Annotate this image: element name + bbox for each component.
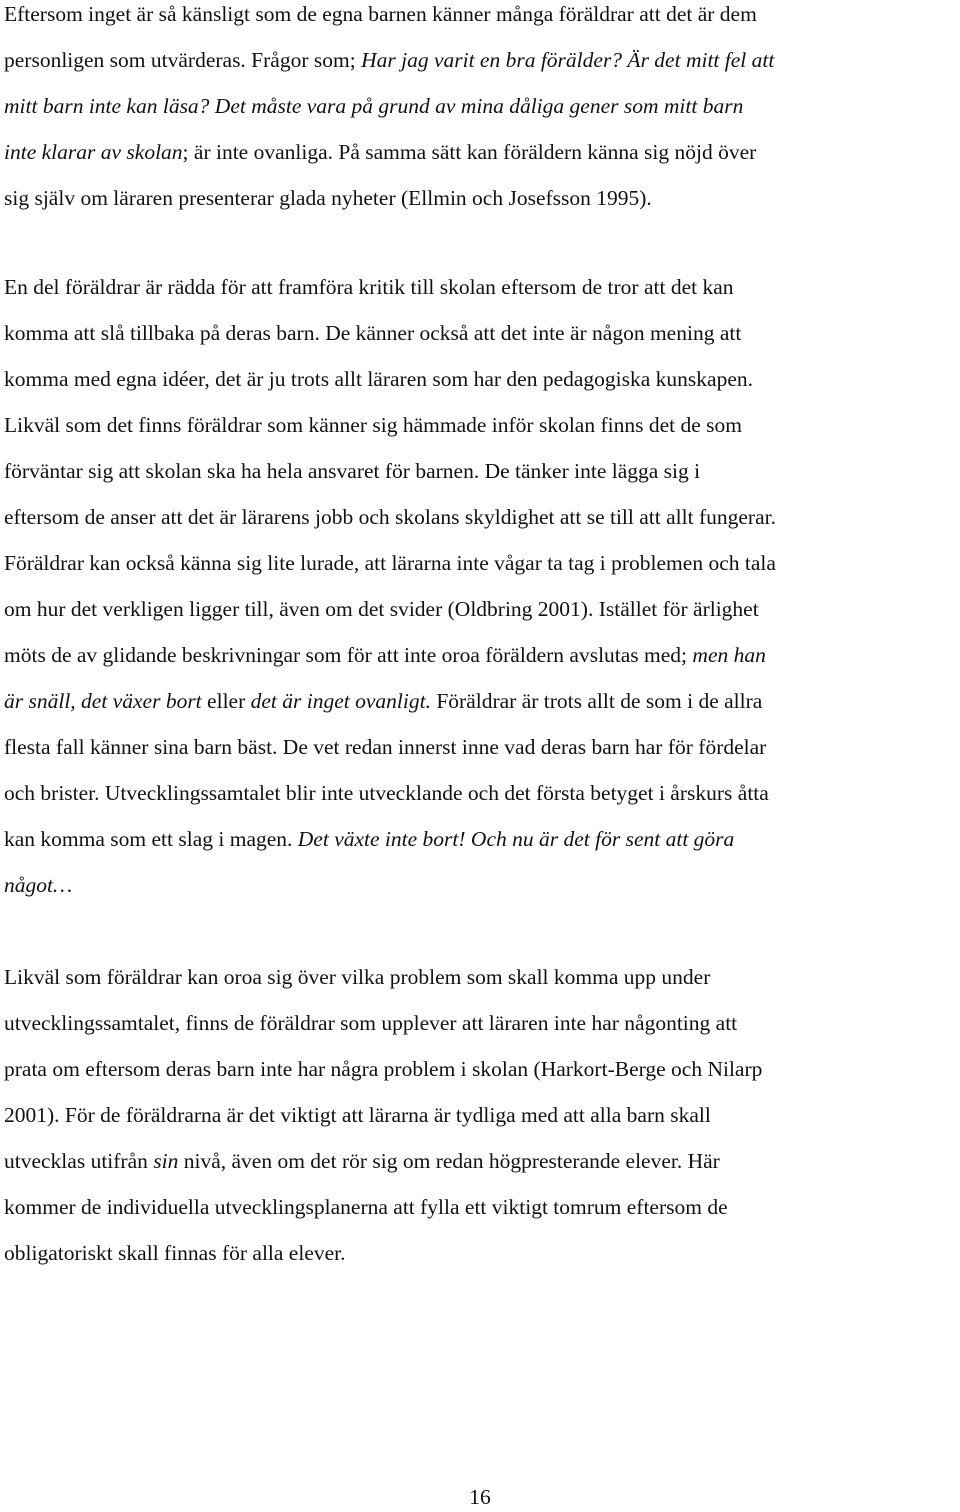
italic-text-segment: inte klarar av skolan (4, 140, 183, 164)
text-segment: sig själv om läraren presenterar glada nyheter (Ellmin och Josefsson 1995). (4, 186, 652, 210)
text-line (4, 494, 956, 540)
text-line (4, 175, 956, 221)
text-line (4, 1230, 956, 1276)
italic-text-segment: mitt barn inte kan läsa? Det måste vara på grund av mina dåliga gener som mitt barn (4, 94, 744, 118)
text-segment: En del föräldrar är rädda för att framföra kritik till skolan eftersom de tror att det kan (4, 275, 734, 299)
text-line (4, 678, 956, 724)
text-segment: och brister. Utvecklingssamtalet blir inte utvecklande och det första betyget i årskurs åtta (4, 781, 769, 805)
italic-text-segment: det är inget ovanligt. (250, 689, 431, 713)
italic-text-segment: men han (692, 643, 766, 667)
text-line (4, 816, 956, 862)
text-line (4, 1000, 956, 1046)
text-line (4, 402, 956, 448)
text-segment: möts de av glidande beskrivningar som för att inte oroa föräldern avslutas med; (4, 643, 693, 667)
text-segment: prata om eftersom deras barn inte har några problem i skolan (Harkort-Berge och Nilarp (4, 1057, 763, 1081)
text-line (4, 83, 956, 129)
text-line (4, 1046, 956, 1092)
text-line (4, 264, 956, 310)
text-segment: nivå, även om det rör sig om redan högpresterande elever. Här (178, 1149, 720, 1173)
text-line (4, 0, 956, 37)
text-segment: utvecklingssamtalet, finns de föräldrar som upplever att läraren inte har någonting att (4, 1011, 738, 1035)
text-segment: flesta fall känner sina barn bäst. De vet redan innerst inne vad deras barn har för fördelar (4, 735, 767, 759)
text-segment: Likväl som föräldrar kan oroa sig över vilka problem som skall komma upp under (4, 965, 711, 989)
text-segment: komma med egna idéer, det är ju trots allt läraren som har den pedagogiska kunskapen. (4, 367, 754, 391)
text-segment: komma att slå tillbaka på deras barn. De känner också att det inte är någon mening att (4, 321, 742, 345)
text-segment: eftersom de anser att det är lärarens jobb och skolans skyldighet att se till att allt fungerar. (4, 505, 776, 529)
text-segment: Likväl som det finns föräldrar som känner sig hämmade inför skolan finns det de som (4, 413, 743, 437)
paragraph-parental-evaluation (4, 0, 956, 221)
text-segment: obligatoriskt skall finnas för alla elever. (4, 1241, 346, 1265)
text-line (4, 770, 956, 816)
text-line (4, 37, 956, 83)
text-line (4, 586, 956, 632)
text-line (4, 632, 956, 678)
italic-text-segment: Det växte inte bort! Och nu är det för sent att göra (297, 827, 735, 851)
page-number: 16 (469, 1485, 491, 1509)
text-segment: kommer de individuella utvecklingsplanerna att fylla ett viktigt tomrum eftersom de (4, 1195, 728, 1219)
italic-text-segment: sin (153, 1149, 179, 1173)
text-line (4, 448, 956, 494)
text-line (4, 1138, 956, 1184)
text-segment: 2001). För de föräldrarna är det viktigt att lärarna är tydliga med att alla barn skall (4, 1103, 711, 1127)
paragraph-development-plans (4, 954, 956, 1276)
text-line (4, 724, 956, 770)
text-segment: eller (201, 689, 251, 713)
text-segment: utvecklas utifrån (4, 1149, 154, 1173)
italic-text-segment: är snäll, det växer bort (4, 689, 202, 713)
text-line (4, 540, 956, 586)
text-line (4, 356, 956, 402)
text-segment: Eftersom inget är så känsligt som de egna barnen känner många föräldrar att det är dem (4, 2, 757, 26)
text-segment: Föräldrar är trots allt de som i de allra (430, 689, 763, 713)
text-line (4, 310, 956, 356)
text-line (4, 1184, 956, 1230)
text-segment: förväntar sig att skolan ska ha hela ansvaret för barnen. De tänker inte lägga sig i (4, 459, 701, 483)
text-segment: personligen som utvärderas. Frågor som; (4, 48, 362, 72)
text-line (4, 1092, 956, 1138)
text-segment: om hur det verkligen ligger till, även om det svider (Oldbring 2001). Istället för ärlighet (4, 597, 759, 621)
text-segment: Föräldrar kan också känna sig lite lurade, att lärarna inte vågar ta tag i problemen och tala (4, 551, 776, 575)
text-line (4, 862, 956, 908)
italic-text-segment: Har jag varit en bra förälder? Är det mitt fel att (361, 48, 775, 72)
text-line (4, 129, 956, 175)
text-line (4, 954, 956, 1000)
text-segment: ; är inte ovanliga. På samma sätt kan föräldern känna sig nöjd över (182, 140, 757, 164)
paragraph-parental-criticism (4, 264, 956, 908)
text-segment: kan komma som ett slag i magen. (4, 827, 298, 851)
italic-text-segment: något… (4, 873, 73, 897)
